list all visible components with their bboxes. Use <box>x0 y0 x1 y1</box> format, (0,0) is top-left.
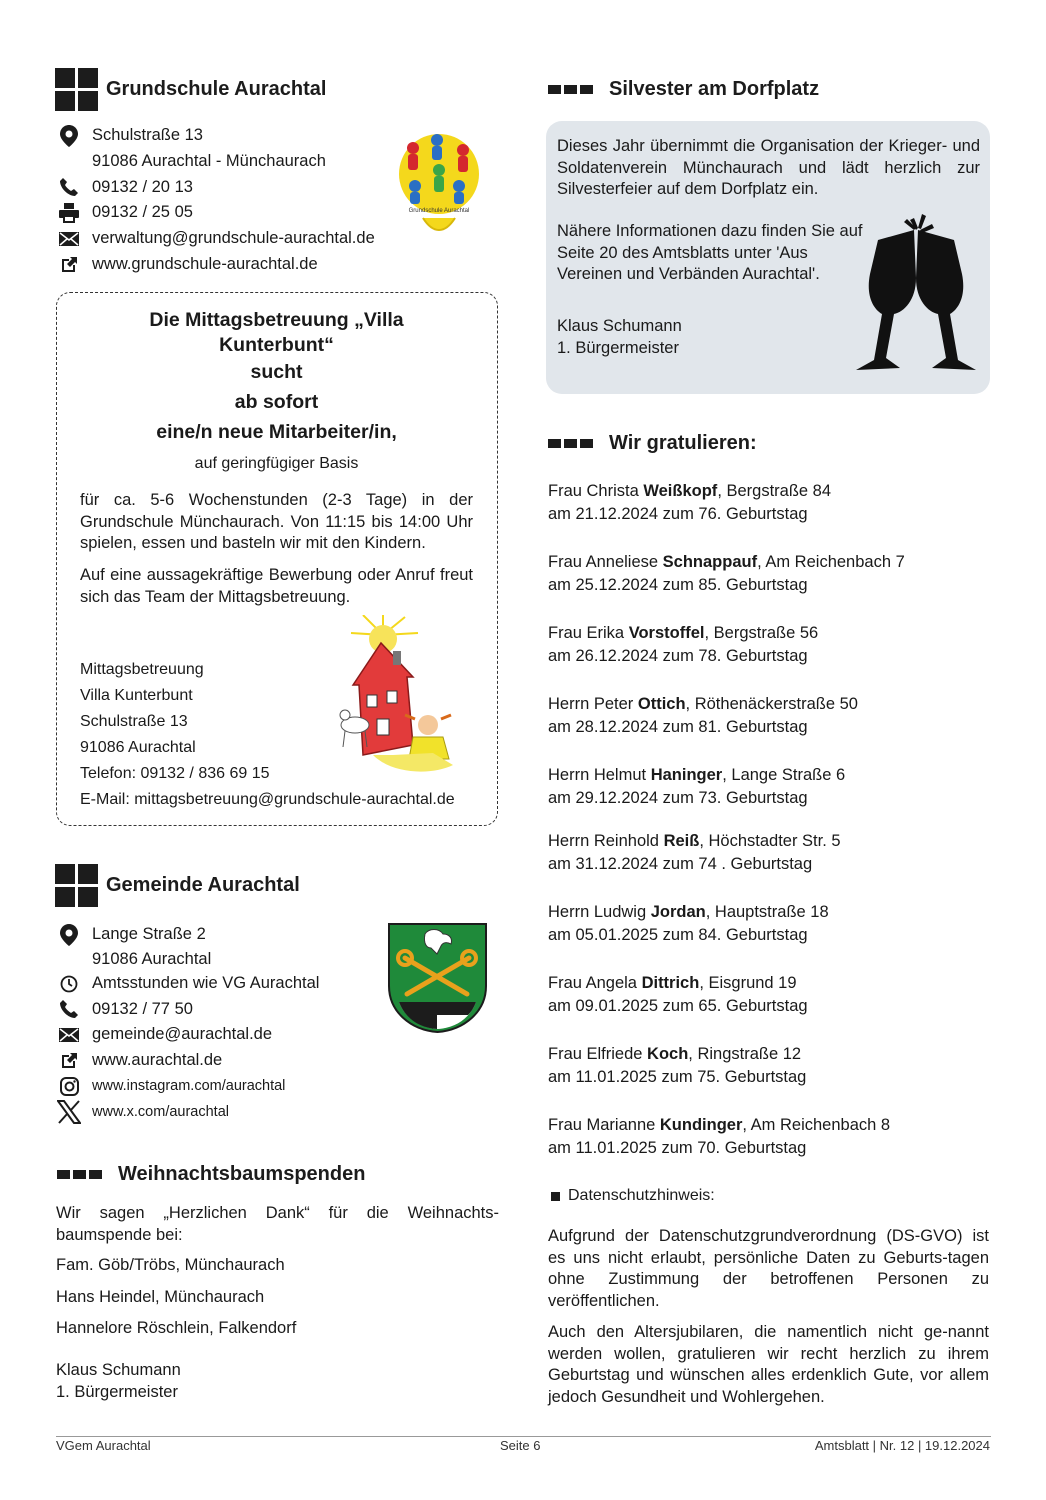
job-application-note: Auf eine aussagekräftige Bewerbung oder Anruf freut sich das Team der Mittagsbetreuung. <box>80 566 473 606</box>
birthday-entry: Herrn Ludwig Jordan, Hauptstraße 18 am 05.01.2025 zum 84. Geburtstag <box>548 903 829 944</box>
contact-name: Villa Kunterbunt <box>80 687 193 704</box>
address-row-2 <box>57 149 437 175</box>
job-heading-line-4: ab sofort <box>234 391 319 413</box>
phone-row <box>57 174 437 200</box>
birthday-entry: Frau Erika Vorstoffel, Bergstraße 56 am 26.12.2024 zum 78. Geburtstag <box>548 624 819 665</box>
job-heading-line-5: eine/n neue Mitarbeiter/in, <box>156 421 397 443</box>
datenschutz-title: Datenschutzhinweis: <box>568 1187 715 1204</box>
grundschule-title: Grundschule Aurachtal <box>106 78 327 100</box>
hours-row <box>57 971 397 997</box>
gemeinde-title: Gemeinde Aurachtal <box>106 874 300 896</box>
square-logo-icon <box>55 864 98 907</box>
grundschule-header <box>55 68 326 111</box>
footer-page-number: Seite 6 <box>500 1438 541 1453</box>
address-line-2: 91086 Aurachtal - Münchaurach <box>92 152 326 171</box>
villa-kunterbunt-illustration <box>333 615 463 785</box>
location-pin-icon <box>57 924 81 946</box>
signature-role: 1. Bürgermeister <box>56 1382 178 1401</box>
phone-number: 09132 / 20 13 <box>92 177 193 196</box>
instagram-icon <box>57 1075 81 1097</box>
job-heading-line-2: Kunterbunt“ <box>219 334 334 356</box>
datenschutz-text-2: Auch den Altersjubilaren, die namentlich nicht ge-nannt werden wollen, gratulieren wir recht herzlich zu ihrem Geburtstag und wünschen alles erdenklich Gute, vor allem jedoch Gesundheit und Wohlergehen. <box>548 1323 989 1406</box>
job-subheading: auf geringfügiger Basis <box>194 455 359 472</box>
instagram-link[interactable]: www.instagram.com/aurachtal <box>92 1078 286 1095</box>
email-row[interactable] <box>57 226 437 252</box>
triple-square-icon <box>548 85 593 94</box>
printer-icon <box>57 202 81 224</box>
signature-name: Klaus Schumann <box>56 1361 181 1379</box>
web-link[interactable]: www.grundschule-aurachtal.de <box>92 254 318 273</box>
job-heading <box>58 307 495 447</box>
birthday-entry: Frau Anneliese Schnappauf, Am Reichenbach 7 am 25.12.2024 zum 85. Geburtstag <box>548 553 905 594</box>
address-row-2 <box>57 948 397 971</box>
baum-donor-3: Hannelore Röschlein, Falkendorf <box>56 1319 297 1337</box>
office-hours: Amtsstunden wie VG Aurachtal <box>92 974 320 993</box>
address-line-2: 91086 Aurachtal <box>92 949 212 968</box>
birthday-entry: Frau Marianne Kundinger, Am Reichenbach 8 am 11.01.2025 zum 70. Geburtstag <box>548 1116 891 1157</box>
baum-header <box>57 1163 365 1186</box>
birthday-entry: Frau Elfriede Koch, Ringstraße 12 am 11.01.2025 zum 75. Geburtstag <box>548 1045 807 1086</box>
birthday-entry: Herrn Helmut Haninger, Lange Straße 6 am 29.12.2024 zum 73. Geburtstag <box>548 766 846 807</box>
birthday-entry: Herrn Peter Ottich, Röthenäckerstraße 50 am 28.12.2024 zum 81. Geburtstag <box>548 695 858 736</box>
contact-phone: Telefon: 09132 / 836 69 15 <box>80 765 270 782</box>
contact-street: Schulstraße 13 <box>80 713 188 730</box>
silvester-text-1: Dieses Jahr übernimmt die Organisation der Krieger- und Soldatenverein Münchaurach und lädt herzlich zur Silvesterfeier auf dem Dorfplatz ein. <box>557 137 980 198</box>
fax-number: 09132 / 25 05 <box>92 203 193 222</box>
email-link[interactable]: verwaltung@grundschule-aurachtal.de <box>92 229 375 248</box>
silvester-signature <box>557 316 682 359</box>
job-heading-line-1: Die Mittagsbetreuung „Villa <box>149 309 404 331</box>
baum-title: Weihnachtsbaumspenden <box>118 1163 366 1185</box>
triple-square-icon <box>548 439 593 448</box>
instagram-row[interactable] <box>57 1073 397 1099</box>
external-link-icon <box>57 1050 81 1072</box>
gemeinde-header <box>55 864 300 907</box>
baum-donor-2: Hans Heindel, Münchaurach <box>56 1288 265 1306</box>
address-line-1: Lange Straße 2 <box>92 925 206 944</box>
address-row <box>57 922 397 948</box>
phone-icon <box>57 176 81 198</box>
external-link-icon <box>57 253 81 275</box>
datenschutz-header <box>551 1187 715 1205</box>
footer-divider <box>56 1436 991 1437</box>
email-link[interactable]: gemeinde@aurachtal.de <box>92 1025 273 1044</box>
coat-of-arms <box>387 922 488 1034</box>
x-link[interactable]: www.x.com/aurachtal <box>92 1103 229 1120</box>
silvester-title: Silvester am Dorfplatz <box>609 78 820 100</box>
gemeinde-contact <box>57 922 397 1125</box>
square-logo-icon <box>55 68 98 111</box>
birthday-list <box>548 480 988 1185</box>
silvester-header <box>548 78 819 101</box>
contact-email[interactable]: E-Mail: mittagsbetreuung@grundschule-aurachtal.de <box>80 791 455 808</box>
footer-right: Amtsblatt | Nr. 12 | 19.12.2024 <box>814 1438 990 1453</box>
baum-intro: Wir sagen „Herzlichen Dank“ für die Weihnachts-baumspende bei: <box>56 1204 499 1244</box>
birthday-entry: Frau Angela Dittrich, Eisgrund 19 am 09.01.2025 zum 65. Geburtstag <box>548 974 808 1015</box>
champagne-glasses-icon <box>856 208 976 383</box>
gratulieren-header <box>548 432 757 455</box>
birthday-entry: Frau Christa Weißkopf, Bergstraße 84 am 21.12.2024 zum 76. Geburtstag <box>548 482 832 523</box>
web-row[interactable] <box>57 1048 397 1074</box>
clock-icon <box>57 973 81 995</box>
web-link[interactable]: www.aurachtal.de <box>92 1051 223 1070</box>
datenschutz-text-1: Aufgrund der Datenschutzgrundverordnung (DS-GVO) ist es uns nicht erlaubt, persönliche Daten zu Geburts-tagen ohne Zustimmung der betroffenen Personen zu veröffentlichen. <box>548 1227 989 1310</box>
grundschule-contact <box>57 123 437 277</box>
triple-square-icon <box>57 1170 102 1179</box>
logo-text: Grundschule Aurachtal <box>408 208 470 214</box>
baum-signature <box>56 1360 181 1403</box>
birthday-entry: Herrn Reinhold Reiß, Höchstadter Str. 5 am 31.12.2024 zum 74 . Geburtstag <box>548 832 841 873</box>
gratulieren-title: Wir gratulieren: <box>609 432 757 454</box>
x-logo-icon <box>57 1101 81 1123</box>
silvester-text-2: Nähere Informationen dazu finden Sie auf Seite 20 des Amtsblatts unter 'Aus Vereinen und Verbänden Aurachtal'. <box>557 222 863 283</box>
signature-role: 1. Bürgermeister <box>557 338 679 357</box>
baum-donor-1: Fam. Göb/Tröbs, Münchaurach <box>56 1256 285 1274</box>
phone-icon <box>57 998 81 1020</box>
footer-left: VGem Aurachtal <box>56 1438 151 1453</box>
square-bullet-icon <box>551 1192 560 1201</box>
address-line-1: Schulstraße 13 <box>92 126 203 145</box>
fax-row <box>57 200 437 226</box>
contact-city: 91086 Aurachtal <box>80 739 196 756</box>
envelope-icon <box>57 228 81 250</box>
address-row <box>57 123 437 149</box>
job-description: für ca. 5-6 Wochenstunden (2-3 Tage) in der Grundschule Münchaurach. Von 11:15 bis 14:00 Uhr spielen, essen und basteln wir mit den Kindern. <box>80 491 473 552</box>
x-row[interactable] <box>57 1099 397 1125</box>
envelope-icon <box>57 1024 81 1046</box>
signature-name: Klaus Schumann <box>557 317 682 335</box>
location-pin-icon <box>57 125 81 147</box>
contact-org: Mittagsbetreuung <box>80 661 204 678</box>
grundschule-logo <box>393 126 485 236</box>
job-heading-line-3: sucht <box>250 361 303 383</box>
phone-row <box>57 996 397 1022</box>
web-row[interactable] <box>57 251 437 277</box>
phone-number: 09132 / 77 50 <box>92 999 193 1018</box>
email-row[interactable] <box>57 1022 397 1048</box>
